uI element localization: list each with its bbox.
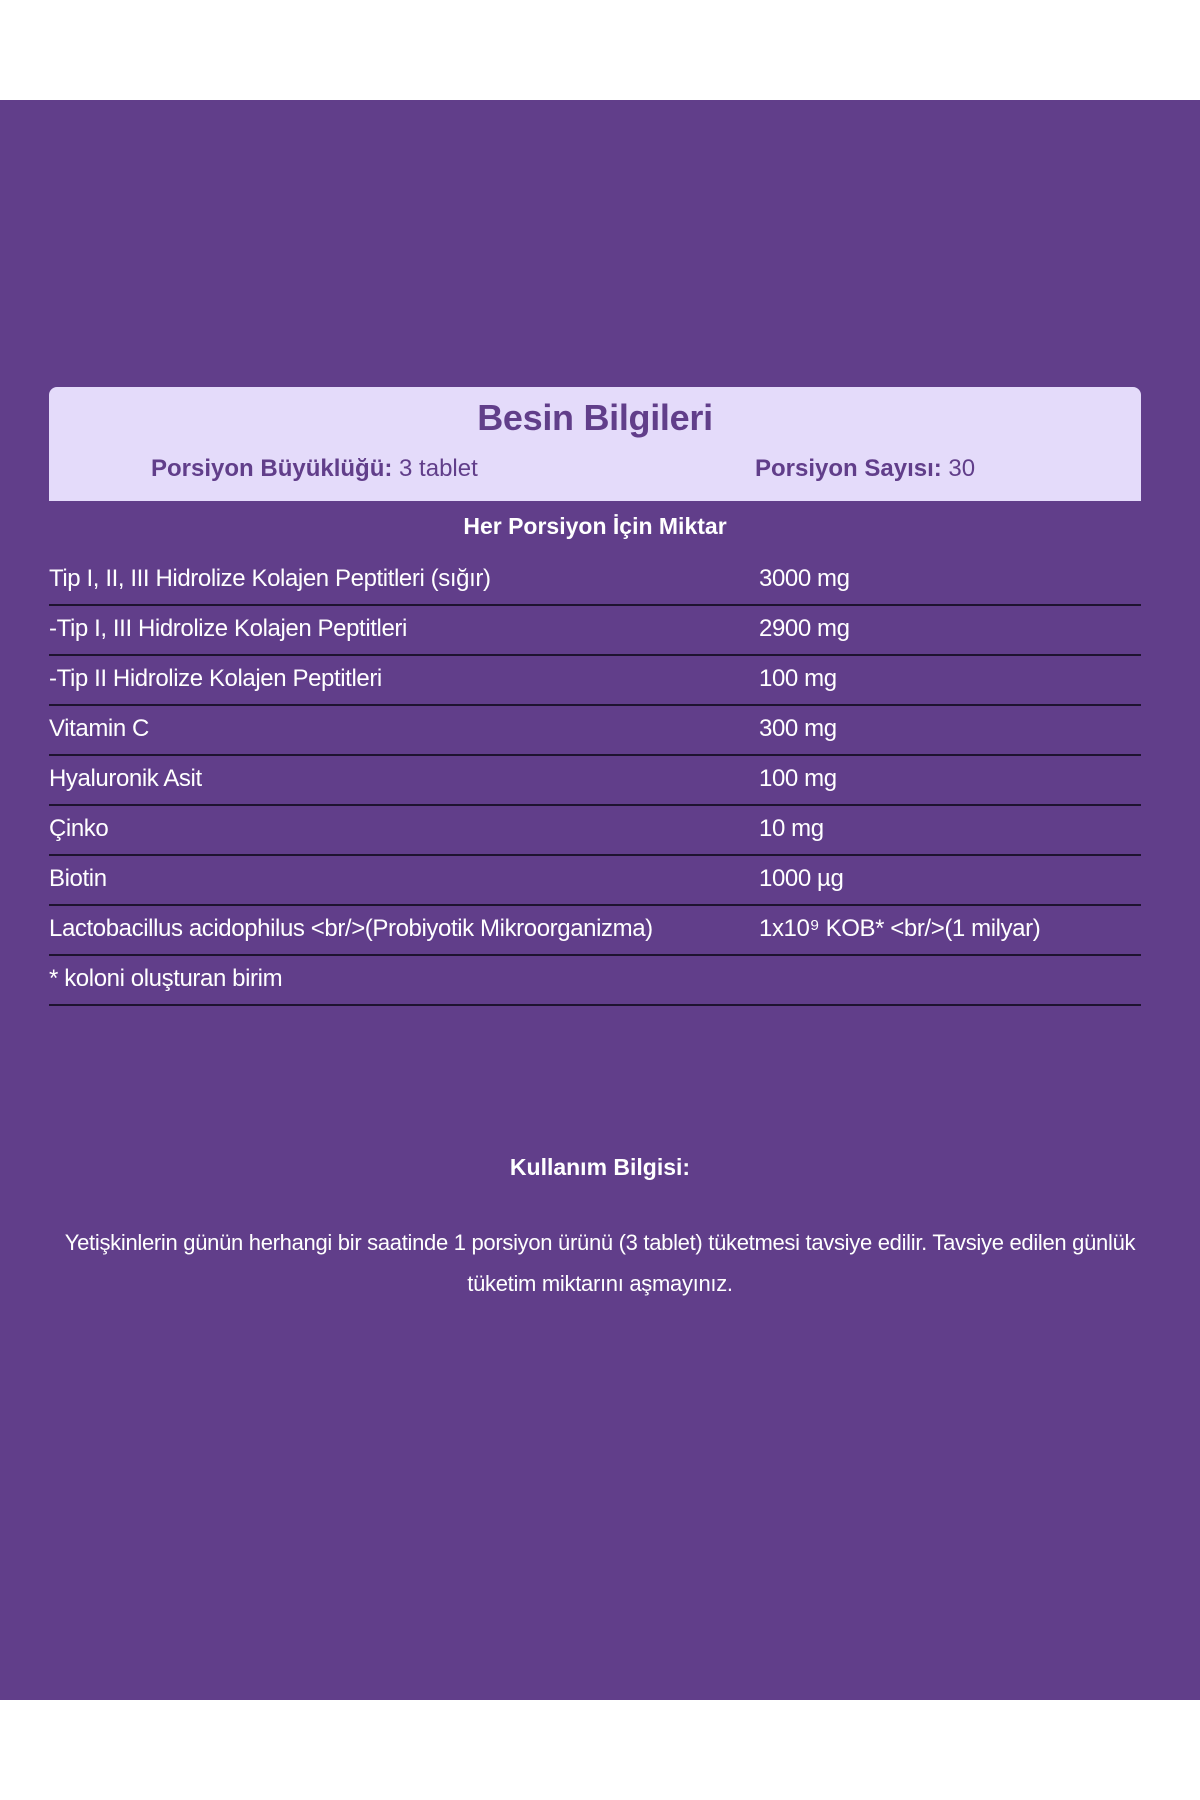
table-row	[49, 556, 1141, 606]
nutrient-name: Çinko	[49, 815, 109, 842]
nutrient-name: Lactobacillus acidophilus <br/>(Probiyotik Mikroorganizma)	[49, 915, 653, 942]
nutrition-header-box	[49, 387, 1141, 501]
nutrient-amount: 3000 mg	[759, 565, 850, 592]
table-row	[49, 856, 1141, 906]
nutrient-amount: 2900 mg	[759, 615, 850, 642]
nutrient-name: Hyaluronik Asit	[49, 765, 202, 792]
nutrition-title: Besin Bilgileri	[477, 397, 713, 438]
nutrition-table	[49, 556, 1141, 1006]
nutrient-name: -Tip II Hidrolize Kolajen Peptitleri	[49, 665, 382, 692]
table-row	[49, 606, 1141, 656]
table-row	[49, 656, 1141, 706]
usage-text: Yetişkinlerin günün herhangi bir saatinde 1 porsiyon ürünü (3 tablet) tüketmesi tavsiye edilir. Tavsiye edilen günlük tüketim miktarını aşmayınız.	[64, 1230, 1136, 1296]
table-row	[49, 906, 1141, 956]
serving-size	[151, 455, 478, 483]
table-row	[49, 756, 1141, 806]
nutrient-name: -Tip I, III Hidrolize Kolajen Peptitleri	[49, 615, 407, 642]
nutrient-name: Biotin	[49, 865, 107, 892]
nutrient-amount: 100 mg	[759, 665, 837, 692]
nutrient-amount: 10 mg	[759, 815, 824, 842]
table-row	[49, 806, 1141, 856]
serving-count-value: 30	[948, 455, 976, 482]
table-row	[49, 706, 1141, 756]
nutrient-name: Vitamin C	[49, 715, 149, 742]
serving-size-label: Porsiyon Büyüklüğü:	[151, 455, 393, 482]
nutrient-amount: 1x10⁹ KOB* <br/>(1 milyar)	[759, 915, 1041, 942]
nutrient-amount: 1000 µg	[759, 865, 844, 892]
table-row-footnote	[49, 956, 1141, 1006]
nutrient-amount: 100 mg	[759, 765, 837, 792]
footnote-text: * koloni oluşturan birim	[49, 965, 283, 992]
serving-size-value: 3 tablet	[399, 455, 478, 482]
per-serving-heading: Her Porsiyon İçin Miktar	[463, 513, 727, 539]
nutrient-name: Tip I, II, III Hidrolize Kolajen Peptitleri (sığır)	[49, 565, 491, 592]
nutrient-amount: 300 mg	[759, 715, 837, 742]
serving-count	[755, 455, 975, 483]
usage-title: Kullanım Bilgisi:	[509, 1154, 691, 1180]
serving-count-label: Porsiyon Sayısı:	[755, 455, 942, 482]
